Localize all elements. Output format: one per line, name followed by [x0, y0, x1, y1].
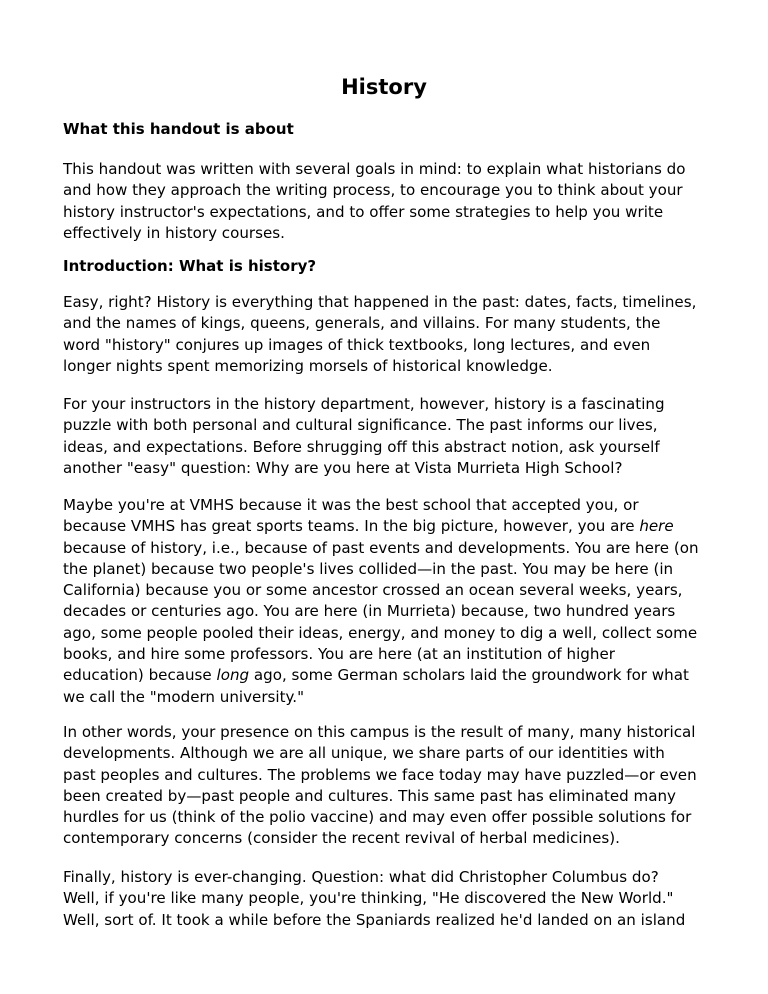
text-line: hurdles for us (think of the polio vaccine) and may even offer possible solutions for — [63, 808, 692, 827]
text-line: decades or centuries ago. You are here (in Murrieta) because, two hundred years — [63, 602, 676, 621]
text-line: Easy, right? History is everything that happened in the past: dates, facts, timelines, — [63, 293, 697, 311]
text-line: longer nights spent memorizing morsels of historical knowledge. — [63, 356, 553, 375]
text-line: effectively in history courses. — [63, 223, 285, 242]
section-heading-introduction: Introduction: What is history? — [63, 257, 317, 275]
paragraph-maybe-vmhs — [63, 495, 699, 708]
text-segment: education) because — [63, 666, 217, 685]
text-line — [63, 665, 699, 686]
page-title: History — [341, 75, 427, 99]
text-line: and the names of kings, queens, generals, and villains. For many students, the — [63, 314, 661, 333]
text-line: Finally, history is ever-changing. Question: what did Christopher Columbus do? — [63, 868, 659, 886]
section-heading-about: What this handout is about — [63, 120, 294, 138]
paragraph-finally — [63, 867, 685, 931]
text-segment: ago, some German scholars laid the groundwork for what — [249, 666, 689, 685]
text-line: ideas, and expectations. Before shrugging off this abstract notion, ask yourself — [63, 437, 660, 456]
paragraph-in-other-words — [63, 722, 697, 850]
text-line: developments. Although we are all unique, we share parts of our identities with — [63, 744, 665, 763]
text-line: been created by—past people and cultures. This same past has eliminated many — [63, 786, 676, 805]
text-line: Well, sort of. It took a while before the Spaniards realized he'd landed on an island — [63, 910, 686, 929]
text-line: books, and hire some professors. You are here (at an institution of higher — [63, 645, 615, 664]
text-line: California) because you or some ancestor crossed an ocean several weeks, years, — [63, 581, 683, 600]
text-line: For your instructors in the history department, however, history is a fascinating — [63, 395, 665, 413]
paragraph-instructors — [63, 394, 665, 479]
text-line: past peoples and cultures. The problems we face today may have puzzled—or even — [63, 765, 697, 784]
paragraph-handout-purpose — [63, 159, 685, 244]
text-line: because of history, i.e., because of past events and developments. You are here (on — [63, 538, 699, 557]
emphasis-text: long — [216, 666, 250, 685]
text-line: contemporary concerns (consider the recent revival of herbal medicines). — [63, 829, 620, 848]
text-line: word "history" conjures up images of thick textbooks, long lectures, and even — [63, 335, 651, 354]
text-line — [63, 516, 699, 537]
text-line: This handout was written with several goals in mind: to explain what historians do — [63, 160, 686, 178]
text-line: and how they approach the writing process, to encourage you to think about your — [63, 181, 683, 200]
text-line: another "easy" question: Why are you here at Vista Murrieta High School? — [63, 458, 623, 477]
emphasis-text: here — [639, 517, 674, 536]
text-line: In other words, your presence on this campus is the result of many, many historical — [63, 723, 696, 741]
text-line: puzzle with both personal and cultural significance. The past informs our lives, — [63, 416, 658, 435]
text-line: we call the "modern university." — [63, 687, 305, 706]
text-line: ago, some people pooled their ideas, energy, and money to dig a well, collect some — [63, 623, 698, 642]
text-line: Maybe you're at VMHS because it was the best school that accepted you, or — [63, 496, 639, 514]
text-line: history instructor's expectations, and to offer some strategies to help you write — [63, 202, 664, 221]
text-segment: because VMHS has great sports teams. In the big picture, however, you are — [63, 517, 640, 536]
text-line: the planet) because two people's lives collided—in the past. You may be here (in — [63, 559, 674, 578]
paragraph-easy-right — [63, 292, 696, 377]
text-line: Well, if you're like many people, you're thinking, "He discovered the New World." — [63, 889, 674, 908]
